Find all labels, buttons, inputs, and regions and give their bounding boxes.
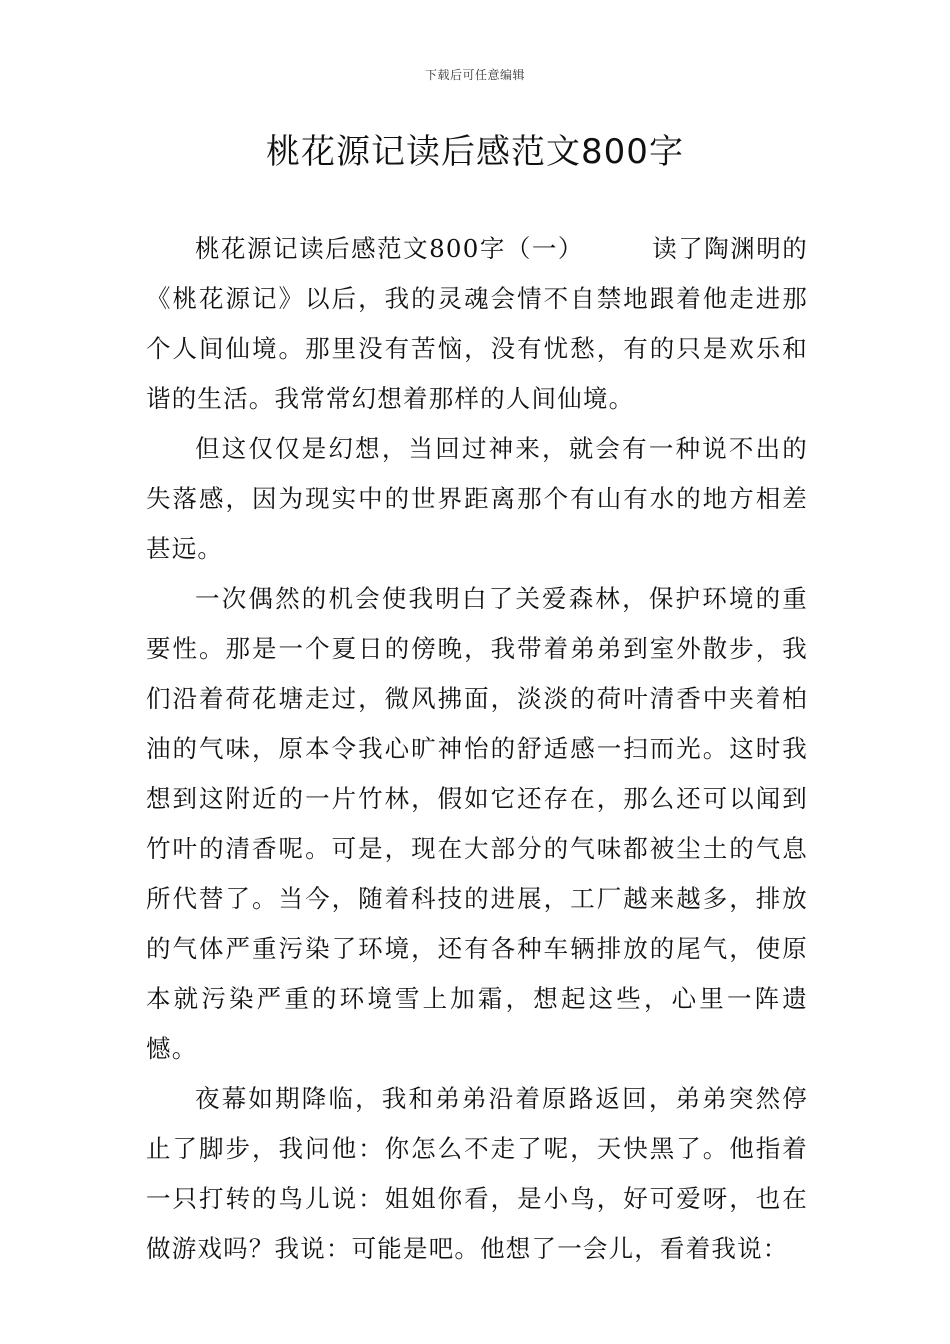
document-body [146, 224, 808, 1274]
intro-text: 读了陶渊明的《桃花源记》以后，我的灵魂会情不自禁地跟着他走进那个人间仙境。那里没有苦恼，没有忧愁，有的只是欢乐和谐的生活。我常常幻想着那样的人间仙境。 [146, 234, 809, 413]
section-heading: 桃花源记读后感范文800字（一） [195, 234, 584, 263]
header-note: 下载后可任意编辑 [424, 68, 525, 82]
paragraph: 但这仅仅是幻想，当回过神来，就会有一种说不出的失落感，因为现实中的世界距离那个有山有水的地方相差甚远。 [146, 434, 808, 563]
paragraph-intro [146, 224, 808, 424]
paragraph: 一次偶然的机会使我明白了关爱森林，保护环境的重要性。那是一个夏日的傍晚，我带着弟弟到室外散步，我们沿着荷花塘走过，微风拂面，淡淡的荷叶清香中夹着柏油的气味，原本令我心旷神怡的舒适感一扫而光。这时我想到这附近的一片竹林，假如它还存在，那么还可以闻到竹叶的清香呢。可是，现在大部分的气味都被尘土的气息所代替了。当今，随着科技的进展，工厂越来越多，排放的气体严重污染了环境，还有各种车辆排放的尾气，使原本就污染严重的环境雪上加霜，想起这些，心里一阵遗憾。 [146, 584, 808, 1063]
paragraph: 夜幕如期降临，我和弟弟沿着原路返回，弟弟突然停止了脚步，我问他：你怎么不走了呢，天快黑了。他指着一只打转的鸟儿说：姐姐你看，是小鸟，好可爱呀，也在做游戏吗？我说：可能是吧。他想了一会儿，看着我说： [146, 1084, 808, 1263]
document-title: 桃花源记读后感范文800字 [266, 132, 684, 172]
